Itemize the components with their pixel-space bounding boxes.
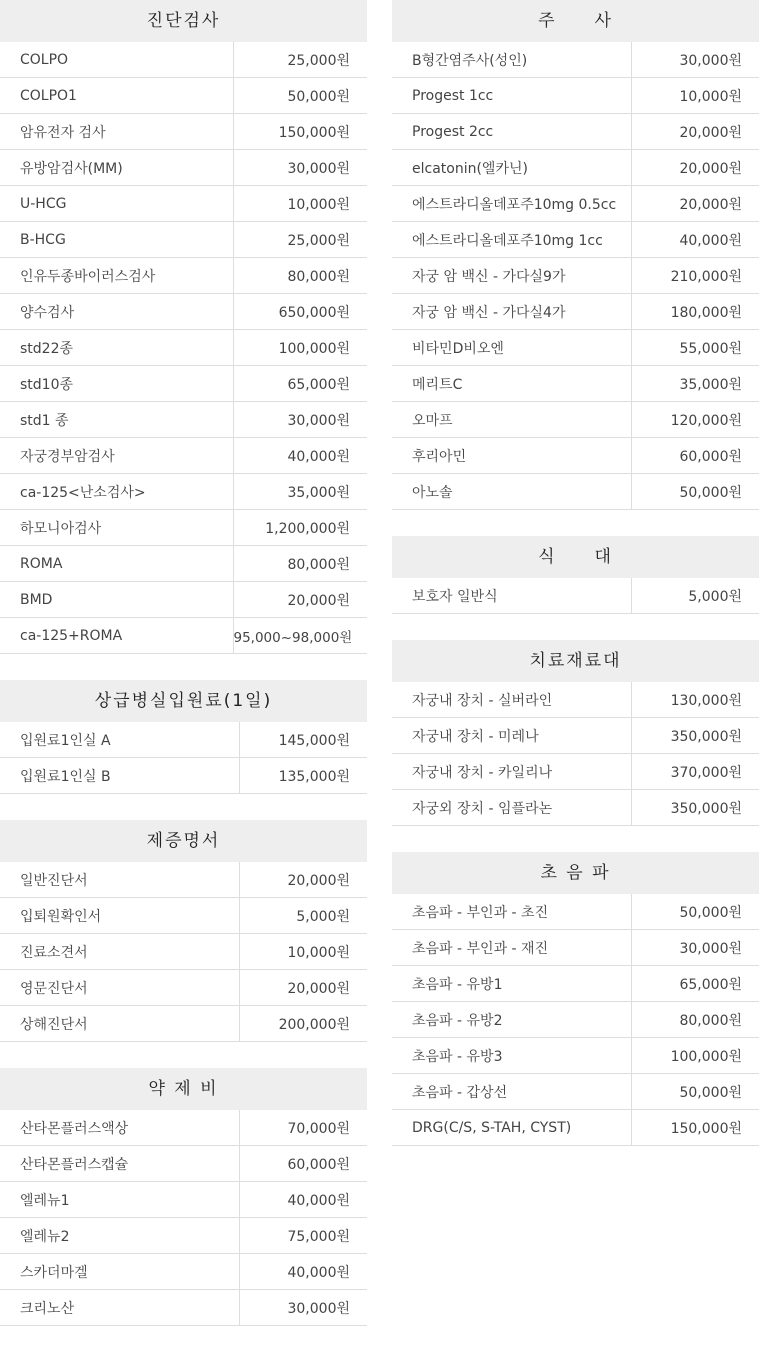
item-name: std22종 [0, 330, 233, 366]
table-row [392, 1074, 759, 1110]
table-row [0, 1218, 367, 1254]
price-table [392, 42, 759, 510]
item-price: 50,000원 [631, 894, 759, 930]
table-row [0, 546, 367, 582]
table-row [0, 934, 367, 970]
item-name: 오마프 [392, 402, 631, 438]
item-name: 초음파 - 유방2 [392, 1002, 631, 1038]
table-row [0, 1254, 367, 1290]
table-row [0, 150, 367, 186]
table-row [392, 402, 759, 438]
item-price: 650,000원 [233, 294, 367, 330]
item-price: 50,000원 [631, 1074, 759, 1110]
item-price: 75,000원 [239, 1218, 367, 1254]
item-name: 자궁경부암검사 [0, 438, 233, 474]
item-name: 산타몬플러스액상 [0, 1110, 239, 1146]
table-row [0, 758, 367, 794]
item-name: 엘레뉴1 [0, 1182, 239, 1218]
table-row [392, 186, 759, 222]
table-row [0, 438, 367, 474]
section-title: 진단검사 [0, 0, 367, 42]
table-row [0, 366, 367, 402]
item-name: 자궁 암 백신 - 가다실4가 [392, 294, 631, 330]
table-row [0, 402, 367, 438]
table-row [0, 114, 367, 150]
right-column [392, 0, 759, 1172]
table-row [0, 186, 367, 222]
section-title: 치료재료대 [392, 640, 759, 682]
item-price: 20,000원 [631, 150, 759, 186]
item-name: 영문진단서 [0, 970, 239, 1006]
item-price: 180,000원 [631, 294, 759, 330]
section-title: 식 대 [392, 536, 759, 578]
item-name: 양수검사 [0, 294, 233, 330]
item-name: B형간염주사(성인) [392, 42, 631, 78]
item-price: 370,000원 [631, 754, 759, 790]
item-price: 5,000원 [239, 898, 367, 934]
item-name: 자궁외 장치 - 임플라논 [392, 790, 631, 826]
table-row [0, 1182, 367, 1218]
item-price: 130,000원 [631, 682, 759, 718]
item-price: 20,000원 [233, 582, 367, 618]
price-section [0, 680, 367, 794]
section-title: 주 사 [392, 0, 759, 42]
item-name: DRG(C/S, S-TAH, CYST) [392, 1110, 631, 1146]
item-price: 150,000원 [631, 1110, 759, 1146]
table-row [392, 754, 759, 790]
item-name: ca-125+ROMA [0, 618, 233, 654]
item-name: ca-125<난소검사> [0, 474, 233, 510]
item-price: 145,000원 [239, 722, 367, 758]
item-name: 초음파 - 갑상선 [392, 1074, 631, 1110]
item-price: 80,000원 [233, 258, 367, 294]
table-row [392, 258, 759, 294]
table-row [0, 970, 367, 1006]
price-table [392, 578, 759, 614]
item-price: 40,000원 [239, 1182, 367, 1218]
item-price: 40,000원 [233, 438, 367, 474]
item-name: 자궁내 장치 - 미레나 [392, 718, 631, 754]
table-row [0, 1006, 367, 1042]
item-price: 30,000원 [631, 930, 759, 966]
item-price: 10,000원 [239, 934, 367, 970]
price-section [0, 1068, 367, 1326]
item-name: 초음파 - 부인과 - 초진 [392, 894, 631, 930]
table-row [0, 330, 367, 366]
item-name: U-HCG [0, 186, 233, 222]
item-price: 35,000원 [631, 366, 759, 402]
table-row [0, 1146, 367, 1182]
item-name: 에스트라디올데포주10mg 0.5cc [392, 186, 631, 222]
item-price: 20,000원 [239, 970, 367, 1006]
item-price: 5,000원 [631, 578, 759, 614]
item-price: 10,000원 [631, 78, 759, 114]
table-row [0, 582, 367, 618]
item-name: COLPO1 [0, 78, 233, 114]
table-row [392, 1038, 759, 1074]
item-price: 30,000원 [631, 42, 759, 78]
price-section [0, 0, 367, 654]
item-price: 40,000원 [239, 1254, 367, 1290]
item-price: 80,000원 [233, 546, 367, 582]
item-name: 유방암검사(MM) [0, 150, 233, 186]
price-section [0, 820, 367, 1042]
price-table [392, 894, 759, 1146]
item-name: 하모니아검사 [0, 510, 233, 546]
item-price: 65,000원 [631, 966, 759, 1002]
table-row [392, 682, 759, 718]
item-price: 70,000원 [239, 1110, 367, 1146]
table-row [392, 930, 759, 966]
table-row [392, 78, 759, 114]
table-row [392, 966, 759, 1002]
table-row [392, 1002, 759, 1038]
table-row [0, 618, 367, 654]
item-price: 65,000원 [233, 366, 367, 402]
price-table [0, 1110, 367, 1326]
table-row [392, 438, 759, 474]
price-table [392, 682, 759, 826]
item-name: B-HCG [0, 222, 233, 258]
table-row [0, 1110, 367, 1146]
table-row [0, 474, 367, 510]
item-price: 10,000원 [233, 186, 367, 222]
section-title: 제증명서 [0, 820, 367, 862]
price-section [392, 640, 759, 826]
table-row [0, 42, 367, 78]
item-name: 자궁내 장치 - 카일리나 [392, 754, 631, 790]
table-row [0, 510, 367, 546]
item-name: elcatonin(엘카닌) [392, 150, 631, 186]
item-name: Progest 2cc [392, 114, 631, 150]
item-price: 25,000원 [233, 222, 367, 258]
item-name: 자궁 암 백신 - 가다실9가 [392, 258, 631, 294]
price-table [0, 42, 367, 654]
table-row [0, 862, 367, 898]
item-name: 메리트C [392, 366, 631, 402]
item-name: 일반진단서 [0, 862, 239, 898]
table-row [392, 718, 759, 754]
table-row [392, 474, 759, 510]
item-name: 보호자 일반식 [392, 578, 631, 614]
item-price: 55,000원 [631, 330, 759, 366]
table-row [0, 898, 367, 934]
item-name: 에스트라디올데포주10mg 1cc [392, 222, 631, 258]
price-table [0, 722, 367, 794]
table-row [392, 790, 759, 826]
item-name: 입원료1인실 A [0, 722, 239, 758]
item-price: 200,000원 [239, 1006, 367, 1042]
item-name: BMD [0, 582, 233, 618]
item-name: 입원료1인실 B [0, 758, 239, 794]
table-row [392, 366, 759, 402]
section-title: 상급병실입원료(1일) [0, 680, 367, 722]
item-price: 100,000원 [631, 1038, 759, 1074]
price-section [392, 536, 759, 614]
table-row [392, 150, 759, 186]
table-row [0, 222, 367, 258]
item-price: 95,000~98,000원 [233, 618, 367, 654]
item-name: 후리아민 [392, 438, 631, 474]
section-title: 약 제 비 [0, 1068, 367, 1110]
item-name: 초음파 - 부인과 - 재진 [392, 930, 631, 966]
left-column [0, 0, 367, 1352]
table-row [392, 114, 759, 150]
item-name: 입퇴원확인서 [0, 898, 239, 934]
item-name: 자궁내 장치 - 실버라인 [392, 682, 631, 718]
item-name: 스카더마겔 [0, 1254, 239, 1290]
item-price: 210,000원 [631, 258, 759, 294]
item-price: 120,000원 [631, 402, 759, 438]
item-price: 60,000원 [239, 1146, 367, 1182]
item-name: ROMA [0, 546, 233, 582]
item-name: 인유두종바이러스검사 [0, 258, 233, 294]
item-name: std1 종 [0, 402, 233, 438]
price-section [392, 0, 759, 510]
item-name: 크리노산 [0, 1290, 239, 1326]
item-name: 초음파 - 유방1 [392, 966, 631, 1002]
item-price: 20,000원 [631, 186, 759, 222]
item-price: 40,000원 [631, 222, 759, 258]
table-row [392, 894, 759, 930]
table-row [392, 42, 759, 78]
item-name: std10종 [0, 366, 233, 402]
item-price: 1,200,000원 [233, 510, 367, 546]
item-name: 상해진단서 [0, 1006, 239, 1042]
item-name: COLPO [0, 42, 233, 78]
item-price: 50,000원 [631, 474, 759, 510]
table-row [0, 1290, 367, 1326]
price-table [0, 862, 367, 1042]
item-price: 150,000원 [233, 114, 367, 150]
table-row [392, 294, 759, 330]
table-row [0, 78, 367, 114]
item-price: 20,000원 [239, 862, 367, 898]
table-row [392, 222, 759, 258]
price-section [392, 852, 759, 1146]
item-price: 20,000원 [631, 114, 759, 150]
item-name: 암유전자 검사 [0, 114, 233, 150]
table-row [0, 258, 367, 294]
item-price: 135,000원 [239, 758, 367, 794]
table-row [0, 722, 367, 758]
table-row [392, 578, 759, 614]
item-name: 초음파 - 유방3 [392, 1038, 631, 1074]
table-row [392, 1110, 759, 1146]
item-name: 진료소견서 [0, 934, 239, 970]
item-name: 산타몬플러스캡슐 [0, 1146, 239, 1182]
table-row [0, 294, 367, 330]
table-row [392, 330, 759, 366]
item-price: 30,000원 [233, 402, 367, 438]
item-price: 25,000원 [233, 42, 367, 78]
item-price: 60,000원 [631, 438, 759, 474]
item-price: 50,000원 [233, 78, 367, 114]
item-price: 35,000원 [233, 474, 367, 510]
item-name: 비타민D비오엔 [392, 330, 631, 366]
section-title: 초 음 파 [392, 852, 759, 894]
item-name: Progest 1cc [392, 78, 631, 114]
item-price: 30,000원 [233, 150, 367, 186]
item-name: 아노솔 [392, 474, 631, 510]
item-price: 30,000원 [239, 1290, 367, 1326]
item-price: 350,000원 [631, 790, 759, 826]
item-price: 80,000원 [631, 1002, 759, 1038]
item-name: 엘레뉴2 [0, 1218, 239, 1254]
item-price: 100,000원 [233, 330, 367, 366]
item-price: 350,000원 [631, 718, 759, 754]
